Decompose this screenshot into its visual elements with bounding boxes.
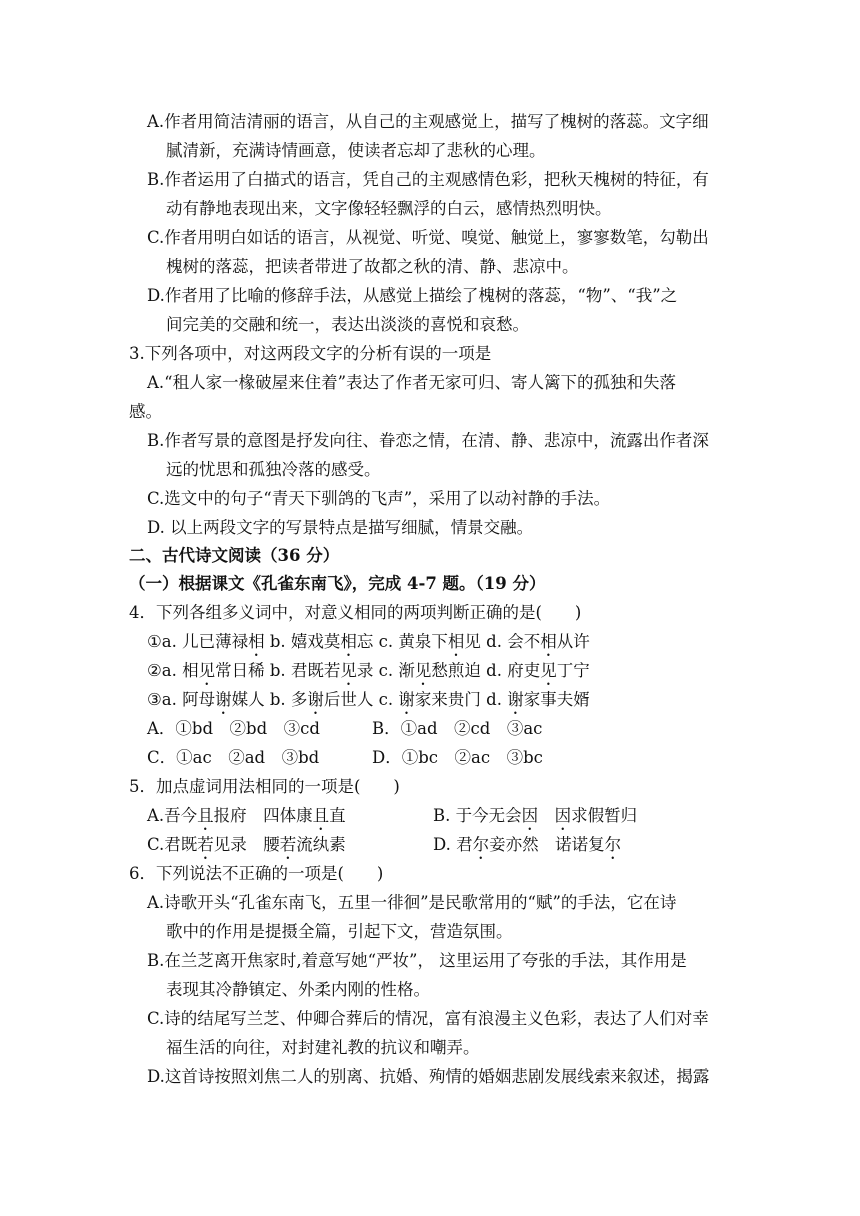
- q6-option-b-line2: 表现其冷静镇定、外柔内刚的性格。: [166, 980, 430, 999]
- q6-option-a-line2: 歌中的作用是提摄全篇，引起下文，营造氛围。: [166, 922, 513, 941]
- emphasis-mark: 相: [447, 632, 465, 651]
- q3-option-c: C.选文中的句子“青天下驯鸽的飞声”，采用了以动衬静的手法。: [147, 489, 611, 508]
- q6-option-c-line2: 福生活的向往，对封建礼教的抗议和嘲弄。: [166, 1038, 480, 1057]
- q3-option-a-line2: 感。: [129, 402, 162, 421]
- emphasis-mark: 见: [340, 661, 357, 680]
- q5-stem: 5．加点虚词用法相同的一项是( ): [129, 777, 400, 796]
- q2-option-c-line2: 槐树的落蕊，把读者带进了故都之秋的清、静、悲凉中。: [166, 257, 579, 276]
- q4-row-2: ②a. 相见常日稀 b. 君既若见录 c. 渐见愁煎迫 d. 府吏见丁宁: [147, 661, 590, 680]
- emphasis-mark: 谢: [398, 690, 415, 709]
- emphasis-mark: 尔: [604, 835, 622, 854]
- emphasis-mark: 谢: [507, 690, 524, 709]
- emphasis-mark: 谢: [307, 690, 324, 709]
- q2-option-a-line2: 腻清新，充满诗情画意，使读者忘却了悲秋的心理。: [166, 141, 546, 160]
- q4-option-a: A．①bd ②bd ③cd: [147, 719, 320, 738]
- q5-option-a: A.吾今且报府 四体康且直: [147, 806, 346, 825]
- q4-option-d: D．①bc ②ac ③bc: [372, 748, 543, 767]
- q5-option-c: C.君既若见录 腰若流纨素: [147, 835, 346, 854]
- q4-row-3: ③a. 阿母谢媒人 b. 多谢后世人 c. 谢家来贵门 d. 谢家事夫婿: [147, 690, 590, 709]
- q3-stem: 3.下列各项中，对这两段文字的分析有误的一项是: [129, 344, 492, 363]
- q2-option-b-line1: B.作者运用了白描式的语言，凭自己的主观感情色彩，把秋天槐树的特征，有: [147, 170, 709, 189]
- q2-option-a-line1: A.作者用简洁清丽的语言，从自己的主观感觉上，描写了槐树的落蕊。文字细: [147, 112, 709, 131]
- q2-option-d-line2: 间完美的交融和统一，表达出淡淡的喜悦和哀愁。: [166, 315, 529, 334]
- emphasis-mark: 见: [198, 661, 216, 680]
- emphasis-mark: 相: [540, 632, 557, 651]
- emphasis-mark: 若: [279, 835, 297, 854]
- emphasis-mark: 且: [197, 806, 214, 825]
- q6-option-c-line1: C.诗的结尾写兰芝、仲卿合葬后的情况，富有浪漫主义色彩，表达了人们对幸: [147, 1009, 709, 1028]
- emphasis-mark: 因: [521, 806, 539, 825]
- q6-option-a-line1: A.诗歌开头“孔雀东南飞，五里一徘徊”是民歌常用的“赋”的手法，它在诗: [147, 893, 677, 912]
- q4-row-1: ①a. 儿已薄禄相 b. 嬉戏莫相忘 c. 黄泉下相见 d. 会不相从许: [147, 632, 590, 651]
- emphasis-mark: 若: [197, 835, 214, 854]
- emphasis-mark: 因: [554, 806, 572, 825]
- emphasis-mark: 相: [340, 632, 357, 651]
- q3-option-d: D. 以上两段文字的写景特点是描写细腻，情景交融。: [147, 518, 534, 537]
- q6-stem: 6．下列说法不正确的一项是( ): [129, 864, 384, 883]
- q3-option-b-line2: 远的忧思和孤独冷落的感受。: [166, 460, 381, 479]
- subsection-heading: （一）根据课文《孔雀东南飞》，完成 4-7 题。（19 分）: [129, 574, 546, 593]
- q3-option-b-line1: B.作者写景的意图是抒发向往、眷恋之情，在清、静、悲凉中，流露出作者深: [147, 431, 709, 450]
- q4-stem: 4．下列各组多义词中，对意义相同的两项判断正确的是( ): [129, 603, 582, 622]
- q6-option-d-line1: D.这首诗按照刘焦二人的别离、抗婚、殉情的婚姻悲剧发展线索来叙述，揭露: [147, 1067, 710, 1086]
- q2-option-d-line1: D.作者用了比喻的修辞手法，从感觉上描绘了槐树的落蕊，“物”、“我”之: [147, 286, 678, 305]
- q2-option-b-line2: 动有静地表现出来，文字像轻轻飘浮的白云，感情热烈明快。: [166, 199, 612, 218]
- q6-option-b-line1: B.在兰芝离开焦家时,着意写她“严妆”， 这里运用了夸张的手法，其作用是: [147, 951, 687, 970]
- emphasis-mark: 见: [414, 661, 432, 680]
- emphasis-mark: 尔: [472, 835, 490, 854]
- section-heading: 二、古代诗文阅读（36 分）: [129, 546, 340, 565]
- emphasis-mark: 见: [540, 661, 557, 680]
- emphasis-mark: 且: [312, 806, 330, 825]
- emphasis-mark: 谢: [215, 690, 232, 709]
- q4-option-c: C．①ac ②ad ③bd: [147, 748, 320, 767]
- q5-option-d: D. 君尔妾亦然 诺诺复尔: [433, 835, 622, 854]
- q3-option-a-line1: A.“租人家一椽破屋来住着”表达了作者无家可归、寄人篱下的孤独和失落: [147, 373, 677, 392]
- q2-option-c-line1: C.作者用明白如话的语言，从视觉、听觉、嗅觉、触觉上，寥寥数笔，勾勒出: [147, 228, 709, 247]
- emphasis-mark: 相: [248, 632, 265, 651]
- q4-option-b: B．①ad ②cd ③ac: [372, 719, 543, 738]
- q5-option-b: B. 于今无会因 因求假暂归: [433, 806, 638, 825]
